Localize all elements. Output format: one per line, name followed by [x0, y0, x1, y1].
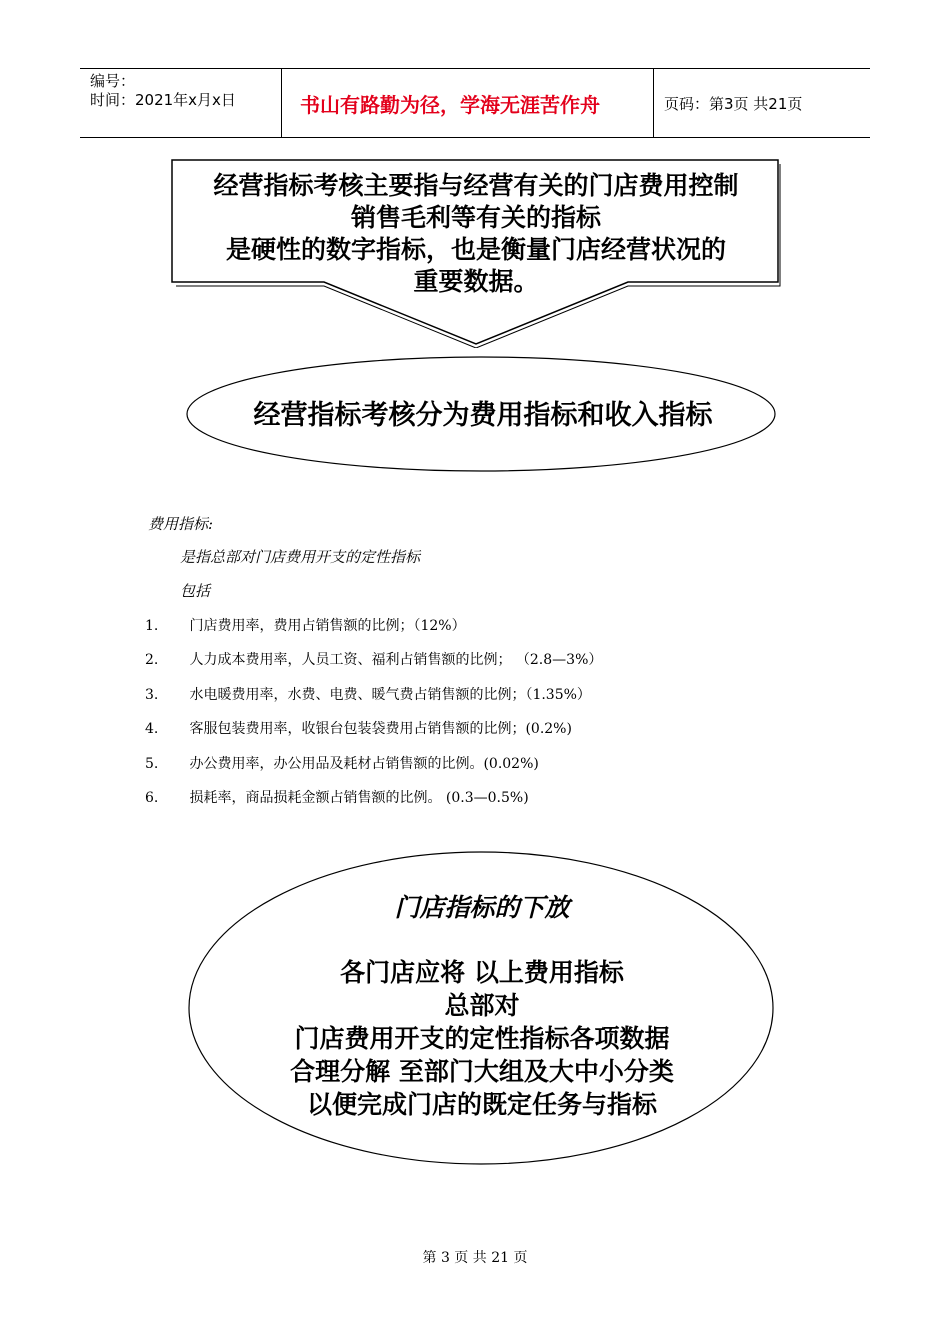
list-item	[145, 718, 572, 738]
header-meta	[80, 69, 282, 137]
list-item-number: 4.	[145, 721, 159, 737]
list-item-number: 3.	[145, 687, 159, 703]
ellipse-bottom-text	[190, 956, 774, 1121]
header-page-info: 页码：第3页 共21页	[664, 94, 803, 113]
list-item	[145, 684, 591, 704]
list-item-text: 人力成本费用率，人员工资、福利占销售额的比例； （2.8—3%）	[185, 652, 603, 668]
ellipse-bottom-line-1: 各门店应将 以上费用指标	[340, 958, 624, 987]
list-item-text: 办公费用率，办公用品及耗材占销售额的比例。(0.02%)	[185, 756, 539, 772]
list-item-text: 客服包装费用率，收银台包装袋费用占销售额的比例；(0.2%)	[185, 721, 572, 737]
list-item	[145, 787, 529, 807]
document-header	[80, 68, 870, 138]
list-item-number: 1.	[145, 618, 159, 634]
list-item	[145, 615, 466, 635]
cost-section-includes: 包括	[180, 582, 211, 600]
header-motto: 书山有路勤为径，学海无涯苦作舟	[282, 69, 654, 137]
ellipse-bottom-line-2: 总部对	[444, 991, 520, 1020]
list-item	[145, 753, 539, 773]
ellipse-bottom-line-4: 合理分解 至部门大组及大中小分类	[290, 1057, 674, 1086]
list-item-number: 2.	[145, 652, 159, 668]
list-item-number: 5.	[145, 756, 159, 772]
list-item	[145, 649, 602, 669]
ellipse-bottom-line-5: 以便完成门店的既定任务与指标	[306, 1090, 657, 1119]
cost-section-title: 费用指标:	[148, 515, 214, 533]
cost-section-description: 是指总部对门店费用开支的定性指标	[180, 548, 421, 566]
page-footer: 第 3 页 共 21 页	[422, 1250, 528, 1266]
arrow-line-1: 经营指标考核主要指与经营有关的门店费用控制	[213, 171, 739, 200]
ellipse-bottom-line-3: 门店费用开支的定性指标各项数据	[294, 1024, 670, 1053]
list-item-text: 水电暖费用率，水费、电费、暖气费占销售额的比例；（1.35%）	[185, 687, 591, 703]
arrow-line-2: 销售毛利等有关的指标	[350, 203, 601, 232]
ellipse-bottom-title: 门店指标的下放	[394, 893, 570, 922]
ellipse-top-text: 经营指标考核分为费用指标和收入指标	[253, 400, 713, 431]
list-item-text: 门店费用率，费用占销售额的比例；（12%）	[185, 618, 466, 634]
arrow-line-3: 是硬性的数字指标，也是衡量门店经营状况的	[225, 235, 726, 264]
arrow-line-4: 重要数据。	[413, 267, 539, 296]
list-item-text: 损耗率，商品损耗金额占销售额的比例。 (0.3—0.5%)	[185, 790, 529, 806]
number-label: 编号：	[90, 72, 136, 90]
list-item-number: 6.	[145, 790, 159, 806]
time-label: 时间：2021年x月x日	[90, 91, 236, 109]
arrow-callout-text	[180, 170, 772, 298]
